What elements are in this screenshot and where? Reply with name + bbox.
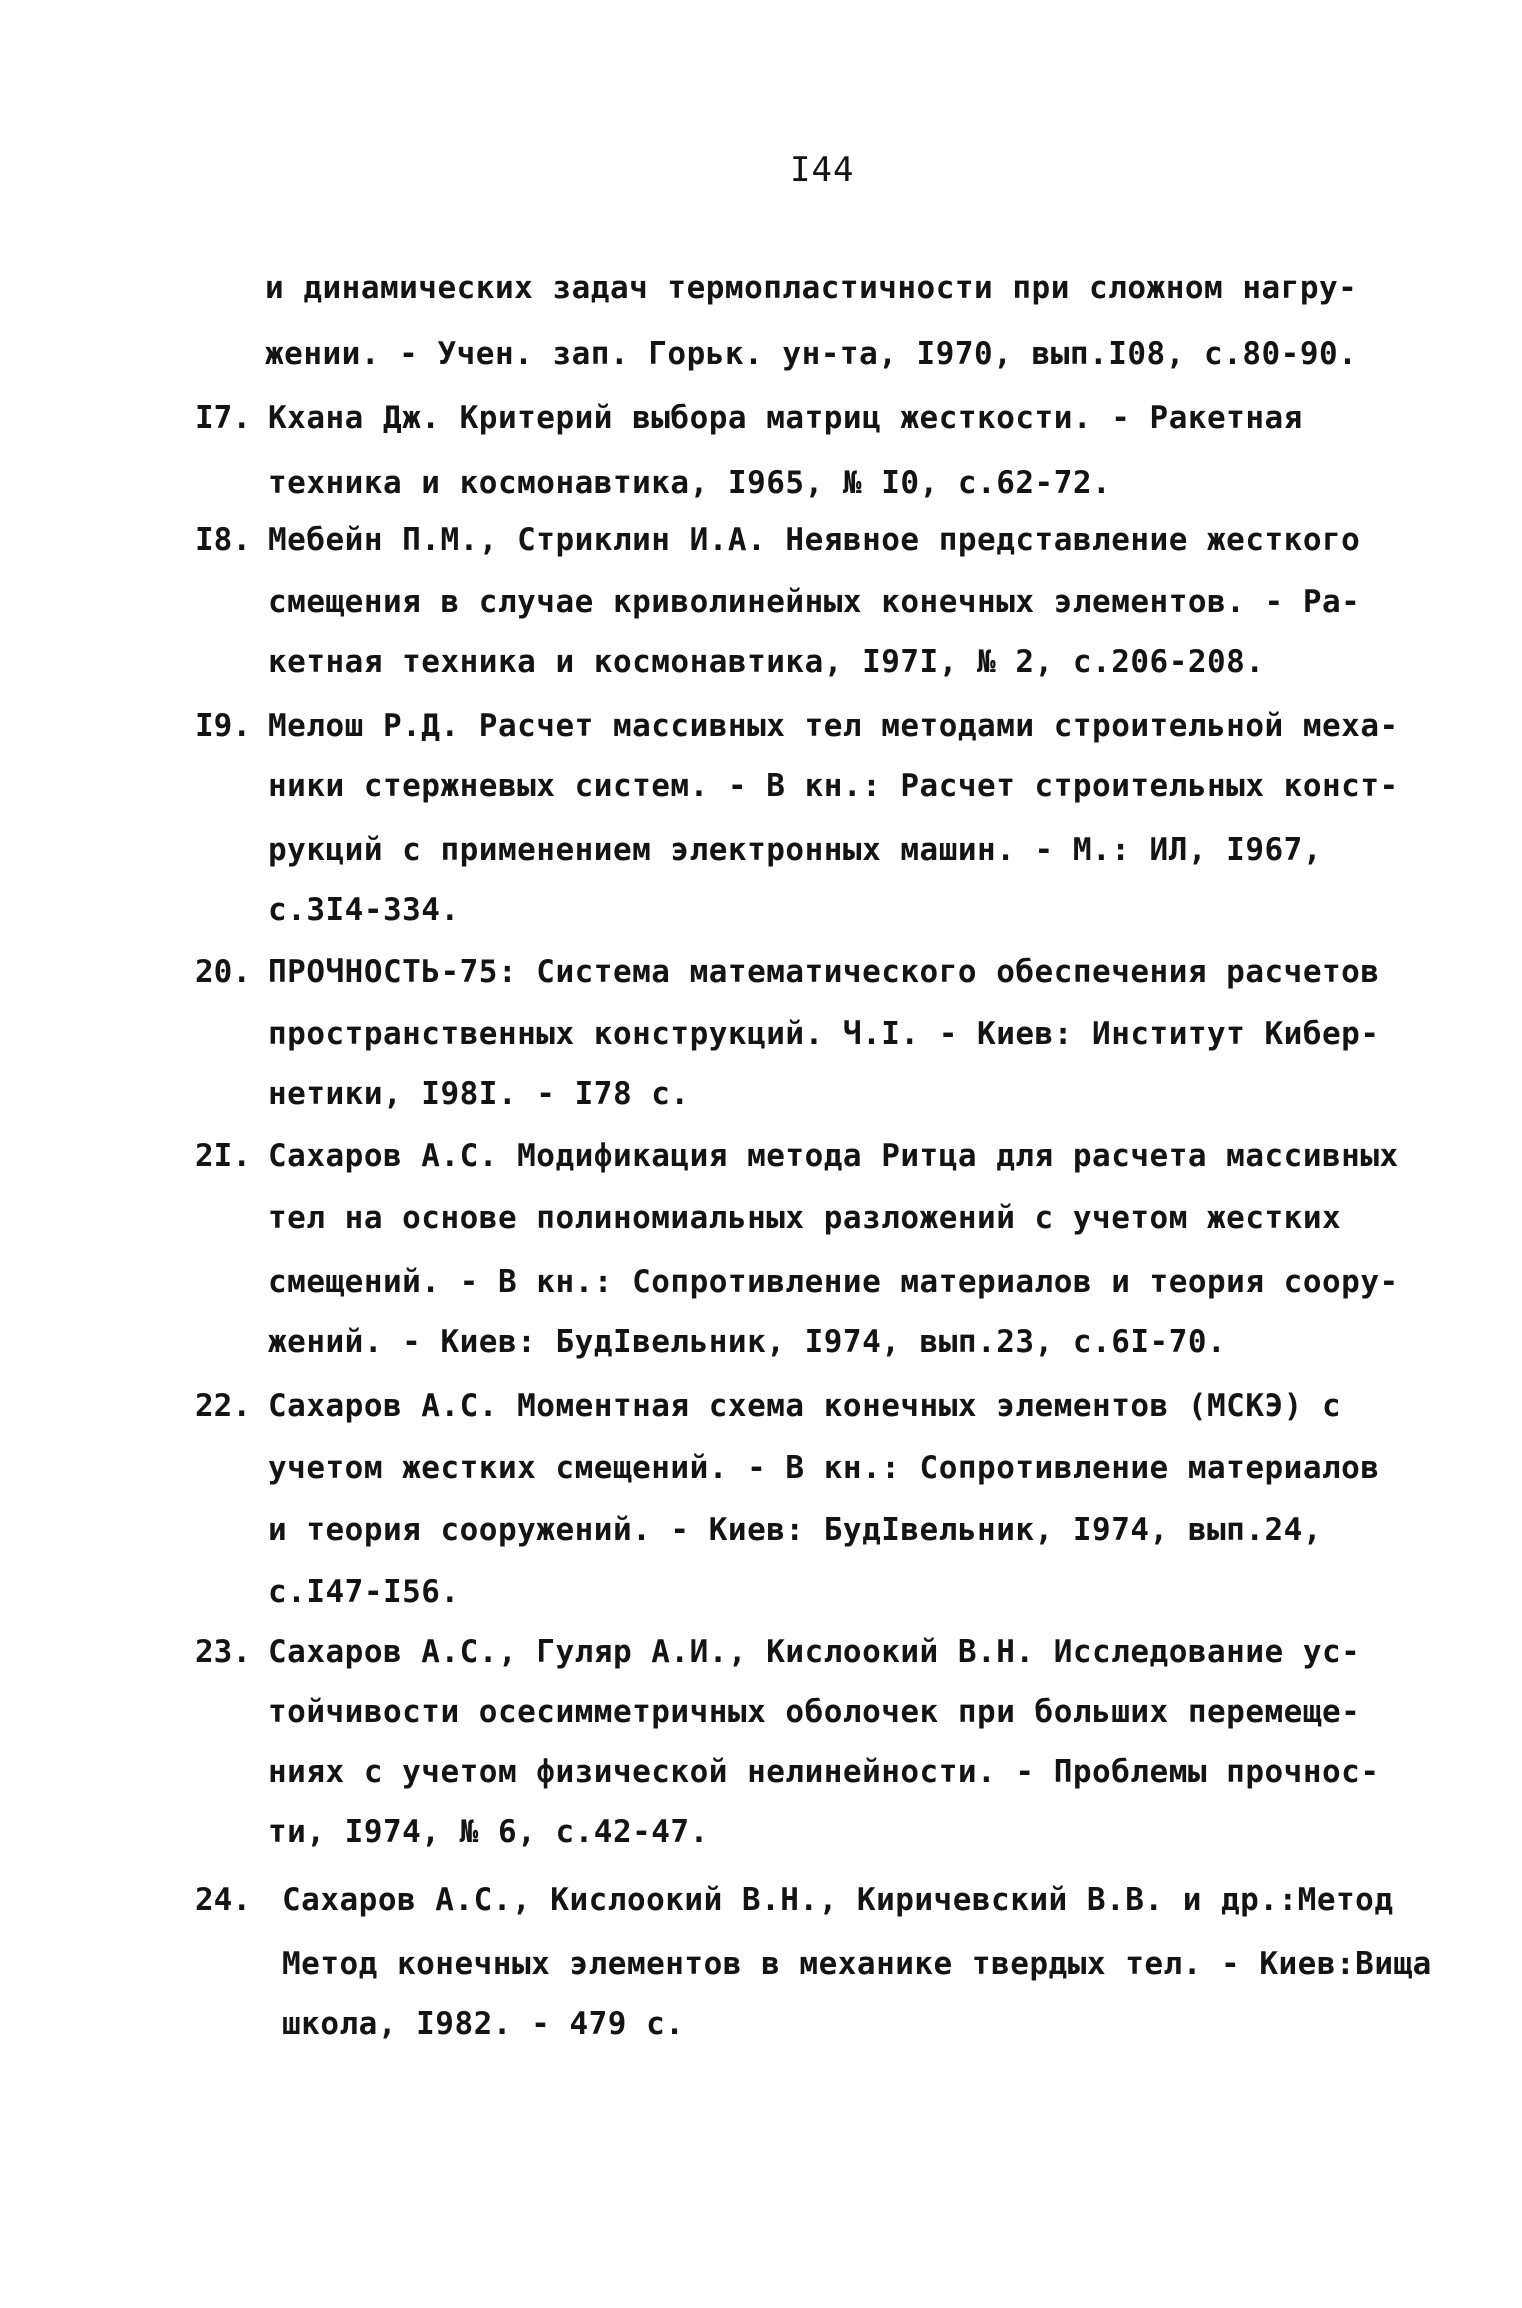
entry-line: рукций с применением электронных машин. - М.: ИЛ, I967, <box>268 832 1322 868</box>
entry-number: I9. <box>195 708 251 744</box>
page-number: I44 <box>790 150 855 190</box>
entry-number: 22. <box>195 1388 251 1424</box>
entry-line: смещений. - В кн.: Сопротивление материалов и теория соору- <box>268 1264 1399 1300</box>
entry-number: 2I. <box>195 1138 251 1174</box>
entry-number: I8. <box>195 522 251 558</box>
entry-line: и теория сооружений. - Киев: БудІвельник, I974, вып.24, <box>268 1512 1322 1548</box>
entry-line: тойчивости осесимметричных оболочек при больших перемеще- <box>268 1694 1361 1730</box>
entry-line: ники стержневых систем. - В кн.: Расчет строительных конст- <box>268 768 1399 804</box>
entry-line: ПРОЧНОСТЬ-75: Система математического обеспечения расчетов <box>268 954 1380 990</box>
continuation-line: жении. - Учен. зап. Горьк. ун-та, I970, вып.I08, с.80-90. <box>265 336 1358 372</box>
entry-line: ниях с учетом физической нелинейности. - Проблемы прочнос- <box>268 1754 1380 1790</box>
entry-line: с.I47-I56. <box>268 1574 460 1610</box>
entry-line: Кхана Дж. Критерий выбора матриц жесткости. - Ракетная <box>268 400 1303 436</box>
entry-line: тел на основе полиномиальных разложений с учетом жестких <box>268 1200 1342 1236</box>
entry-line: Мебейн П.М., Стриклин И.А. Неявное представление жесткого <box>268 522 1361 558</box>
entry-line: Сахаров А.С., Кислоокий В.Н., Киричевский В.В. и др.:Метод <box>282 1882 1394 1918</box>
entry-line: школа, I982. - 479 с. <box>282 2006 685 2042</box>
continuation-line: и динамических задач термопластичности при сложном нагру- <box>265 270 1358 306</box>
entry-line: кетная техника и космонавтика, I97I, № 2, с.206-208. <box>268 644 1265 680</box>
entry-line: учетом жестких смещений. - В кн.: Сопротивление материалов <box>268 1450 1380 1486</box>
entry-line: жений. - Киев: БудІвельник, I974, вып.23, с.6I-70. <box>268 1324 1227 1360</box>
entry-line: Метод конечных элементов в механике твердых тел. - Киев:Вища <box>282 1946 1432 1982</box>
entry-line: нетики, I98I. - I78 с. <box>268 1076 690 1112</box>
entry-line: с.3I4-334. <box>268 892 460 928</box>
entry-line: ти, I974, № 6, с.42-47. <box>268 1814 709 1850</box>
entry-line: техника и космонавтика, I965, № I0, с.62-72. <box>268 465 1112 501</box>
entry-line: Сахаров А.С., Гуляр А.И., Кислоокий В.Н. Исследование ус- <box>268 1634 1361 1670</box>
entry-number: 24. <box>195 1882 251 1918</box>
entry-line: Мелош Р.Д. Расчет массивных тел методами строительной меха- <box>268 708 1399 744</box>
entry-number: 20. <box>195 954 251 990</box>
entry-number: I7. <box>195 400 251 436</box>
entry-line: Сахаров А.С. Моментная схема конечных элементов (МСКЭ) с <box>268 1388 1342 1424</box>
entry-number: 23. <box>195 1634 251 1670</box>
entry-line: пространственных конструкций. Ч.I. - Киев: Институт Кибер- <box>268 1016 1380 1052</box>
entry-line: Сахаров А.С. Модификация метода Ритца для расчета массивных <box>268 1138 1399 1174</box>
entry-line: смещения в случае криволинейных конечных элементов. - Ра- <box>268 584 1361 620</box>
